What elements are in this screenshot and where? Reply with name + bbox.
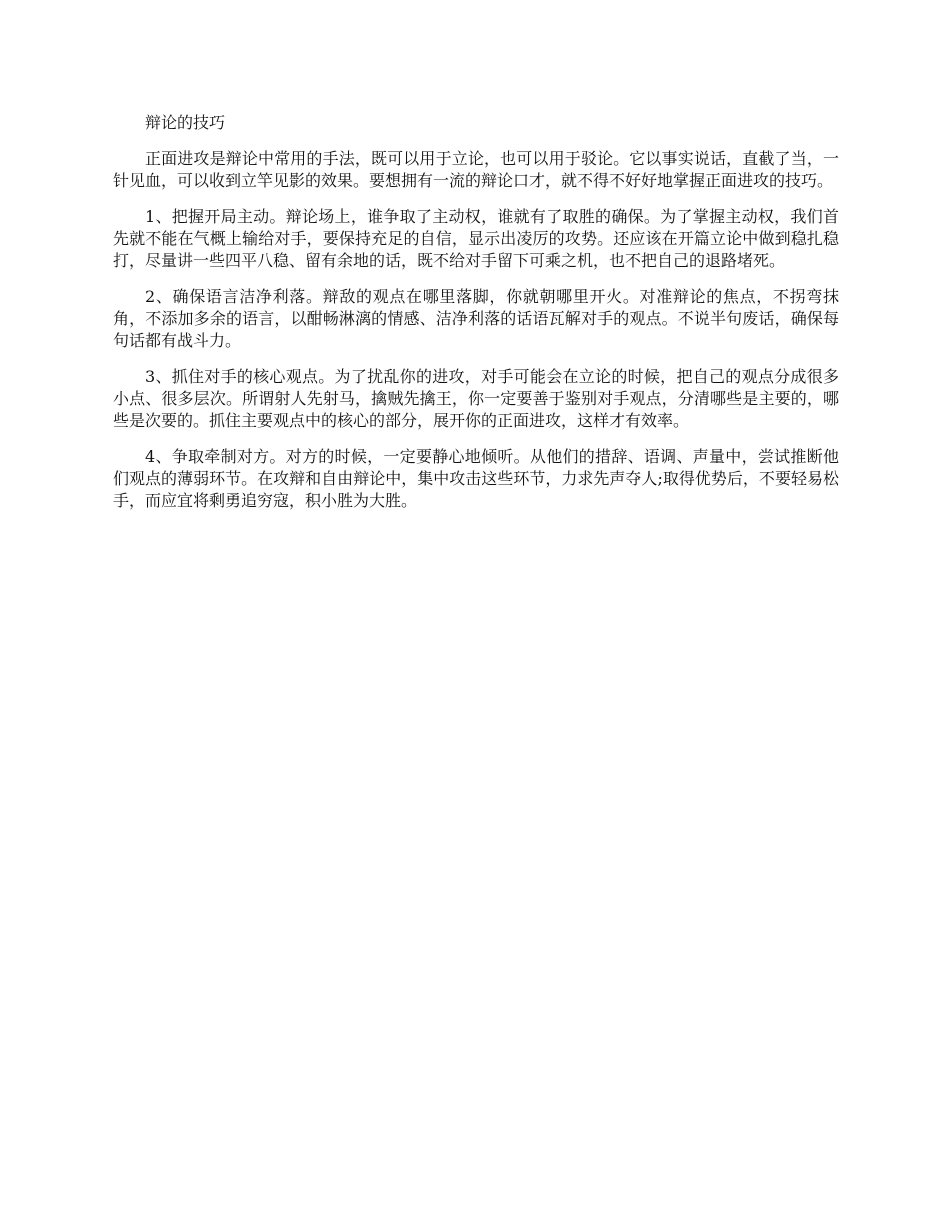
paragraph-point-3: 3、抓住对手的核心观点。为了扰乱你的进攻，对手可能会在立论的时候，把自己的观点分成很多小点、很多层次。所谓射人先射马，擒贼先擒王，你一定要善于鉴别对手观点，分清哪些是主要的，哪些是次要的。抓住主要观点中的核心的部分，展开你的正面进攻，这样才有效率。 [113,367,839,430]
paragraph-point-2: 2、确保语言洁净利落。辩敌的观点在哪里落脚，你就朝哪里开火。对准辩论的焦点，不拐弯抹角，不添加多余的语言，以酣畅淋漓的情感、洁净利落的话语瓦解对手的观点。不说半句废话，确保每句话都有战斗力。 [113,287,839,350]
paragraph-point-1: 1、把握开局主动。辩论场上，谁争取了主动权，谁就有了取胜的确保。为了掌握主动权，我们首先就不能在气概上输给对手，要保持充足的自信，显示出凌厉的攻势。还应该在开篇立论中做到稳扎稳打，尽量讲一些四平八稳、留有余地的话，既不给对手留下可乘之机，也不把自己的退路堵死。 [113,207,839,270]
document-title: 辩论的技巧 [145,113,226,132]
paragraph-intro: 正面进攻是辩论中常用的手法，既可以用于立论，也可以用于驳论。它以事实说话，直截了当，一针见血，可以收到立竿见影的效果。要想拥有一流的辩论口才，就不得不好好地掌握正面进攻的技巧。 [113,149,839,190]
document-page [113,112,839,526]
paragraph-point-4: 4、争取牵制对方。对方的时候，一定要静心地倾听。从他们的措辞、语调、声量中，尝试推断他们观点的薄弱环节。在攻辩和自由辩论中，集中攻击这些环节，力求先声夺人;取得优势后，不要轻易松手，而应宜将剩勇追穷寇，积小胜为大胜。 [113,447,839,510]
